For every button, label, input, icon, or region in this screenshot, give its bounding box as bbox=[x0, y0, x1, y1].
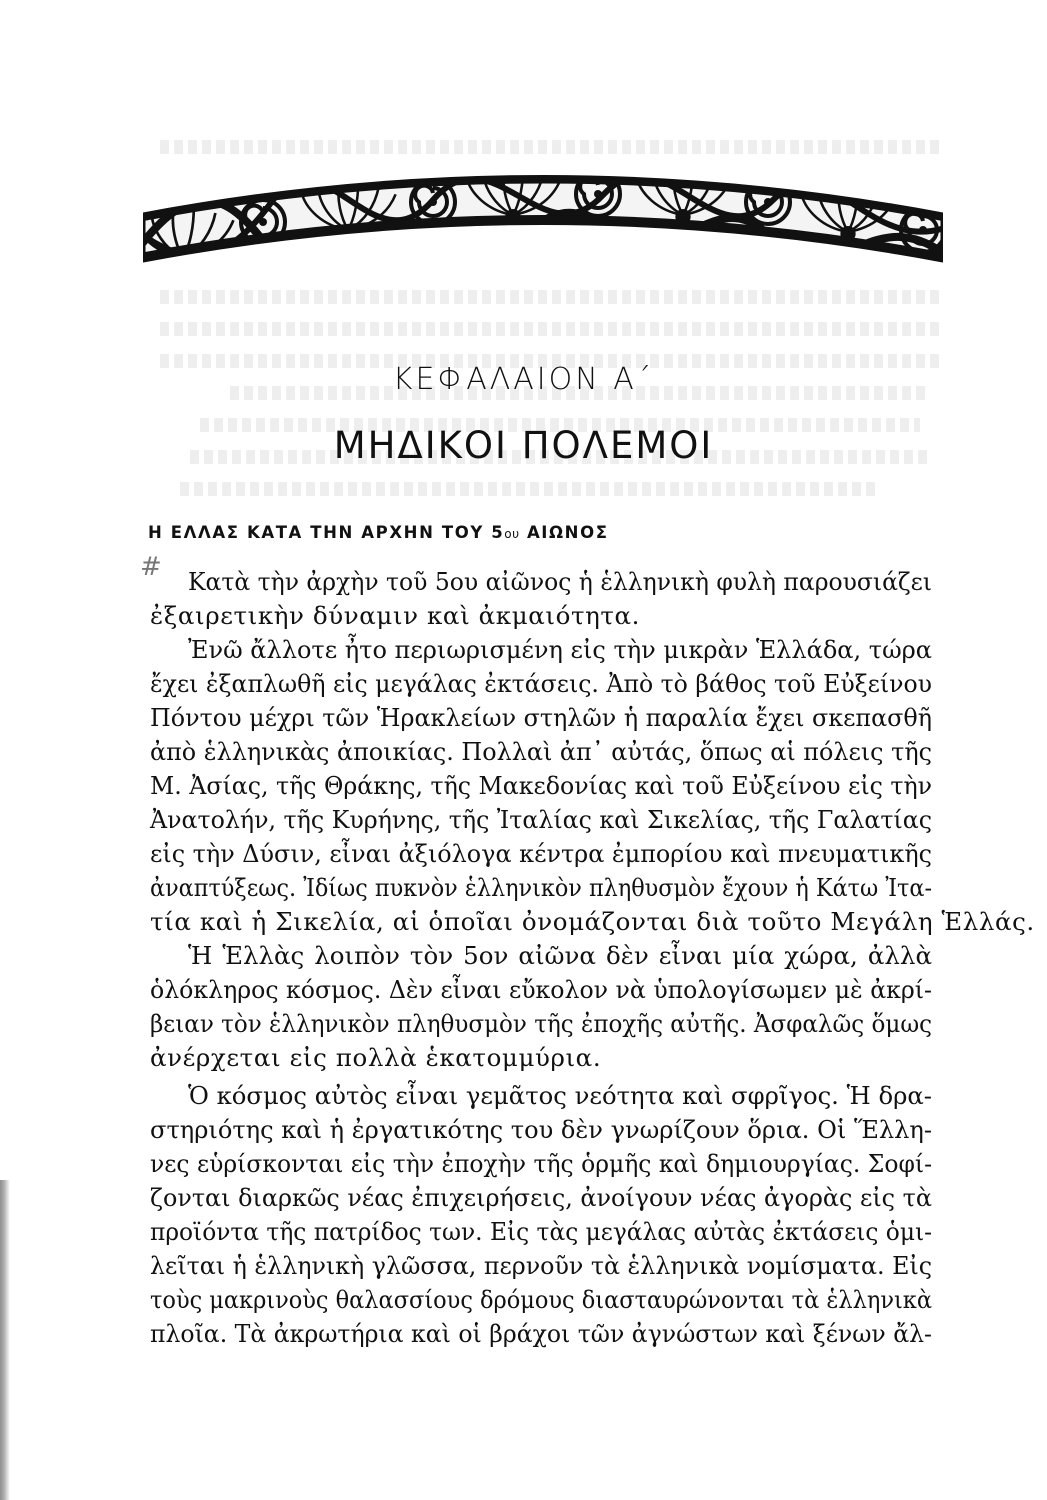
text-line: προϊόντα τῆς πατρίδος των. Εἰς τὰς μεγάλας αὐτὰς ἐκτάσεις ὁμι- bbox=[150, 1217, 932, 1246]
text-line: ἀπὸ ἑλληνικὰς ἀποικίας. Πολλαὶ ἀπ᾽ αὐτάς, ὅπως αἱ πόλεις τῆς bbox=[150, 737, 932, 766]
text-line: ζονται διαρκῶς νέας ἐπιχειρήσεις, ἀνοίγουν νέας ἀγορὰς εἰς τὰ bbox=[150, 1183, 932, 1212]
text-line: ὁλόκληρος κόσμος. Δὲν εἶναι εὔκολον νὰ ὑπολογίσωμεν μὲ ἀκρί- bbox=[150, 975, 932, 1004]
chapter-title: ΜΗΔΙΚΟΙ ΠΟΛΕΜΟΙ bbox=[333, 424, 714, 467]
text-line: Ἡ Ἑλλὰς λοιπὸν τὸν 5ον αἰῶνα δὲν εἶναι μία χώρα, ἀλλὰ bbox=[188, 941, 932, 970]
text-line: ἀνέρχεται εἰς πολλὰ ἑκατομμύρια. bbox=[150, 1043, 602, 1072]
chapter-number: ΚΕΦΑΛΑΙΟΝ Α΄ bbox=[392, 362, 655, 397]
text-line: Πόντου μέχρι τῶν Ἡρακλείων στηλῶν ἡ παραλία ἔχει σκεπασθῆ bbox=[150, 703, 932, 732]
section-heading-start: Η ΕΛΛΑΣ ΚΑΤΑ ΤΗΝ ΑΡΧΗΝ ΤΟΥ 5 bbox=[148, 523, 505, 542]
pencil-margin-mark: # bbox=[140, 552, 162, 582]
text-line: τία καὶ ἡ Σικελία, αἱ ὁποῖαι ὀνομάζονται διὰ τοῦτο Μεγάλη Ἑλλάς. bbox=[150, 907, 1035, 936]
palmette-frieze-icon bbox=[143, 160, 943, 275]
text-line: βειαν τὸν ἑλληνικὸν πληθυσμὸν τῆς ἐποχῆς αὐτῆς. Ἀσφαλῶς ὅμως bbox=[150, 1009, 932, 1038]
section-heading-end: ΑΙΩΝΟΣ bbox=[519, 523, 609, 542]
text-line: Κατὰ τὴν ἀρχὴν τοῦ 5ου αἰῶνος ἡ ἑλληνικὴ φυλὴ παρουσιάζει bbox=[188, 567, 932, 596]
text-line: λεῖται ἡ ἑλληνικὴ γλῶσσα, περνοῦν τὰ ἑλληνικὰ νομίσματα. Εἰς bbox=[150, 1251, 932, 1280]
section-heading-superscript: ου bbox=[504, 527, 520, 541]
text-line: νες εὑρίσκονται εἰς τὴν ἐποχὴν τῆς ὁρμῆς καὶ δημιουργίας. Σοφί- bbox=[150, 1149, 932, 1178]
text-line: πλοῖα. Τὰ ἀκρωτήρια καὶ οἱ βράχοι τῶν ἀγνώστων καὶ ξένων ἄλ- bbox=[150, 1319, 932, 1348]
binding-shadow bbox=[0, 1180, 10, 1500]
section-heading bbox=[148, 523, 908, 542]
text-line: ἐξαιρετικὴν δύναμιν καὶ ἀκμαιότητα. bbox=[150, 601, 641, 630]
text-line: τοὺς μακρινοὺς θαλασσίους δρόμους διασταυρώνονται τὰ ἑλληνικὰ bbox=[150, 1285, 932, 1314]
text-line: στηριότης καὶ ἡ ἐργατικότης του δὲν γνωρίζουν ὅρια. Οἱ Ἕλλη- bbox=[150, 1115, 932, 1144]
text-line: Μ. Ἀσίας, τῆς Θράκης, τῆς Μακεδονίας καὶ τοῦ Εὐξείνου εἰς τὴν bbox=[150, 771, 932, 800]
text-line: Ἐνῶ ἄλλοτε ἦτο περιωρισμένη εἰς τὴν μικρὰν Ἑλλάδα, τώρα bbox=[188, 635, 932, 664]
text-line: Ὁ κόσμος αὐτὸς εἶναι γεμᾶτος νεότητα καὶ σφρῖγος. Ἡ δρα- bbox=[188, 1081, 932, 1110]
text-line: Ἀνατολήν, τῆς Κυρήνης, τῆς Ἰταλίας καὶ Σικελίας, τῆς Γαλατίας bbox=[150, 805, 932, 834]
text-line: ἔχει ἐξαπλωθῆ εἰς μεγάλας ἐκτάσεις. Ἀπὸ τὸ βάθος τοῦ Εὐξείνου bbox=[150, 669, 932, 698]
text-line: εἰς τὴν Δύσιν, εἶναι ἀξιόλογα κέντρα ἐμπορίου καὶ πνευματικῆς bbox=[150, 839, 932, 868]
text-line: ἀναπτύξεως. Ἰδίως πυκνὸν ἑλληνικὸν πληθυσμὸν ἔχουν ἡ Κάτω Ἰτα- bbox=[150, 873, 932, 902]
